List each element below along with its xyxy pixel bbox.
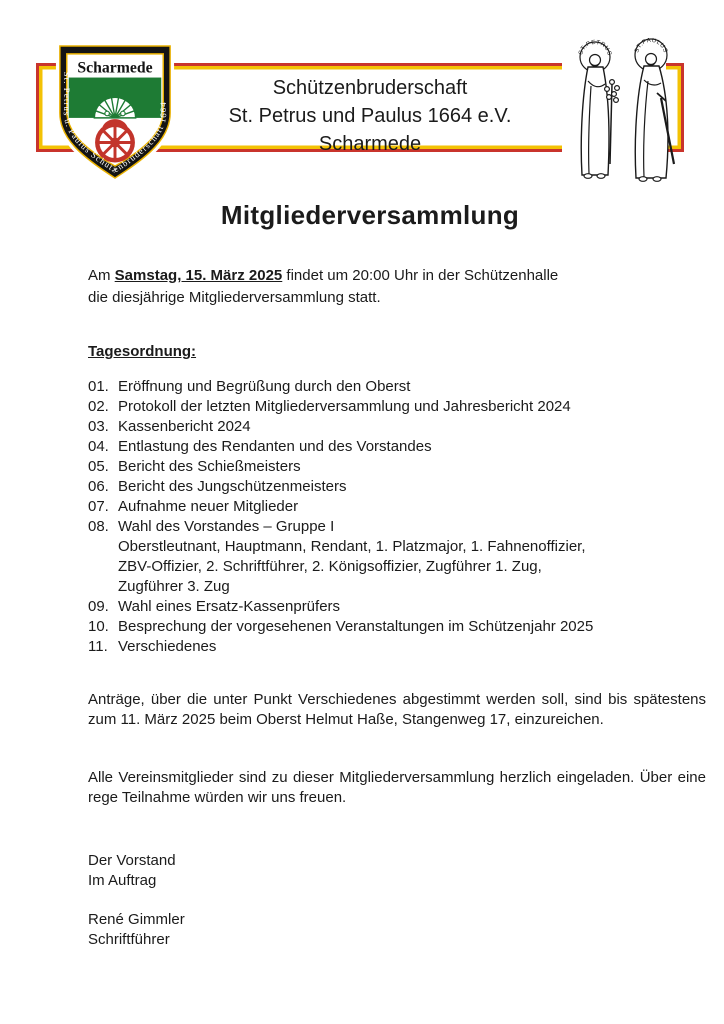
agenda-text: Protokoll der letzten Mitgliederversammlung und Jahresbericht 2024 — [118, 398, 571, 415]
saints-illustration-icon — [558, 36, 690, 186]
board-line: Der Vorstand — [88, 852, 176, 869]
invitation-paragraph: Alle Vereinsmitglieder sind zu dieser Mitgliederversammlung herzlich eingeladen. Über eine rege Teilnahme würden wir uns freuen. — [88, 769, 706, 806]
intro-rest: findet um 20:00 Uhr in der Schützenhalle — [282, 267, 559, 284]
agenda-row — [88, 457, 703, 477]
agenda-number: 06. — [88, 478, 109, 495]
agenda-text: Aufnahme neuer Mitglieder — [118, 498, 299, 515]
agenda-number: 11. — [88, 638, 108, 655]
agenda-text: Kassenbericht 2024 — [118, 418, 251, 435]
agenda-number: 04. — [88, 438, 109, 455]
agenda-number — [88, 537, 118, 557]
agenda-row — [88, 617, 703, 637]
agenda-row — [88, 397, 703, 417]
agenda-number: 10. — [88, 618, 109, 635]
agenda-text: Wahl eines Ersatz-Kassenprüfers — [118, 598, 341, 615]
agenda-row — [88, 497, 703, 517]
agenda-row — [88, 417, 703, 437]
paulus-halo-label: ST.PAULUS — [634, 37, 668, 54]
signer-block — [88, 910, 185, 950]
signer-name: René Gimmler — [88, 911, 185, 928]
agenda-number: 09. — [88, 598, 109, 615]
agenda-row-continuation — [88, 577, 703, 597]
agenda-list — [88, 377, 703, 657]
agenda-row — [88, 597, 703, 617]
signer-role: Schriftführer — [88, 931, 170, 948]
intro-prefix: Am — [88, 267, 115, 284]
agenda-text: Bericht des Schießmeisters — [118, 458, 301, 475]
agenda-number: 08. — [88, 518, 109, 535]
agenda-text: Bericht des Jungschützenmeisters — [118, 478, 347, 495]
org-line-2: St. Petrus und Paulus 1664 e.V. — [228, 105, 512, 127]
org-line-3: Scharmede — [318, 133, 422, 155]
org-name-block — [170, 74, 570, 158]
agenda-number: 02. — [88, 398, 109, 415]
agenda-row — [88, 637, 703, 657]
intro-line2: die diesjährige Mitgliederversammlung statt. — [88, 289, 381, 306]
date-emphasis: Samstag, 15. März 2025 — [114, 267, 283, 284]
agenda-text: Besprechung der vorgesehenen Veranstaltungen im Schützenjahr 2025 — [118, 618, 594, 635]
agenda-text: Verschiedenes — [118, 638, 217, 655]
club-crest-icon — [52, 42, 178, 182]
agenda-text: Oberstleutnant, Hauptmann, Rendant, 1. Platzmajor, 1. Fahnenoffizier, — [118, 538, 586, 555]
agenda-text: Entlastung des Rendanten und des Vorstandes — [118, 438, 432, 455]
petrus-halo-label: ST.PETRUS — [578, 39, 613, 57]
agenda-row-continuation — [88, 537, 703, 557]
agenda-row — [88, 477, 703, 497]
crest-town-label: Scharmede — [77, 59, 153, 77]
agenda-text: Eröffnung und Begrüßung durch den Oberst — [118, 378, 411, 395]
crest-ring-text: St. Petrus u. Paulus Schützenbruderschaft 1664 — [61, 71, 169, 176]
agenda-number — [88, 577, 118, 597]
agenda-number: 05. — [88, 458, 109, 475]
agenda-number: 03. — [88, 418, 109, 435]
signature-block — [88, 851, 176, 891]
intro-paragraph — [88, 265, 708, 309]
agenda-row — [88, 377, 703, 397]
agenda-heading: Tagesordnung: — [88, 343, 197, 360]
agenda-text: Wahl des Vorstandes – Gruppe I — [118, 518, 335, 535]
agenda-text: Zugführer 3. Zug — [118, 578, 230, 595]
agenda-number: 01. — [88, 378, 109, 395]
order-line: Im Auftrag — [88, 872, 157, 889]
submission-paragraph: Anträge, über die unter Punkt Verschiedenes abgestimmt werden soll, sind bis spätestens zum 11. März 2025 beim Oberst Helmut Haße, Stangenweg 17, einzureichen. — [88, 691, 706, 728]
agenda-row-continuation — [88, 557, 703, 577]
agenda-number: 07. — [88, 498, 109, 515]
agenda-row — [88, 517, 703, 537]
agenda-row — [88, 437, 703, 457]
org-line-1: Schützenbruderschaft — [272, 77, 468, 99]
document-title: Mitgliederversammlung — [220, 200, 520, 230]
agenda-number — [88, 557, 118, 577]
agenda-text: ZBV-Offizier, 2. Schriftführer, 2. Königsoffizier, Zugführer 1. Zug, — [118, 558, 542, 575]
